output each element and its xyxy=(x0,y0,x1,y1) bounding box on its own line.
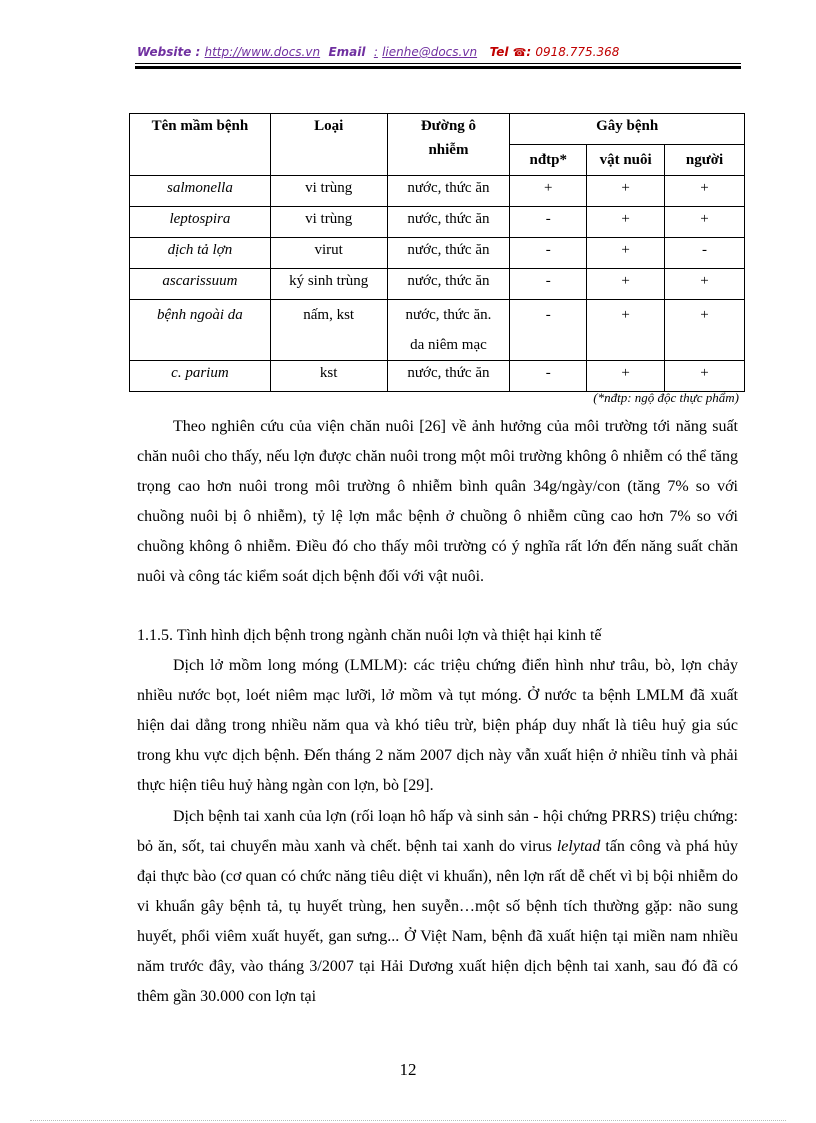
phone-number: 0918.775.368 xyxy=(535,45,620,59)
cell-type: ký sinh trùng xyxy=(270,269,387,300)
cell-route-line1: nước, thức ăn. xyxy=(405,307,492,323)
cell-ndtp: + xyxy=(510,176,587,207)
cell-name: leptospira xyxy=(130,207,271,238)
cell-human: + xyxy=(665,176,745,207)
page-header xyxy=(137,45,619,59)
cell-human: + xyxy=(665,207,745,238)
pathogen-table xyxy=(129,113,745,392)
header-disease-group: Gây bệnh xyxy=(510,114,745,145)
cell-name: dịch tả lợn xyxy=(130,238,271,269)
cell-livestock: + xyxy=(587,361,665,392)
cell-ndtp: - xyxy=(510,361,587,392)
email-label: Email xyxy=(328,45,366,59)
header-pathogen: Tên mầm bệnh xyxy=(130,114,271,176)
header-route-line2: nhiễm xyxy=(428,142,469,158)
table-row xyxy=(130,300,745,361)
table-row xyxy=(130,238,745,269)
table-row xyxy=(130,269,745,300)
paragraph-prrs xyxy=(137,802,738,1012)
table-row xyxy=(130,361,745,392)
paragraph-fmd-text: Dịch lở mồm long móng (LMLM): các triệu chứng điển hình như trâu, bò, lợn chảy nhiều nước bọt, loét niêm mạc lưỡi, lở mồm và tụt móng. Ở nước ta bệnh LMLM đã xuất hiện dai dẳng trong nhiều năm qua và khó tiêu trừ, biện pháp duy nhất là tiêu huỷ gia súc trong khu vực dịch bệnh. Đến tháng 2 năm 2007 dịch này vẫn xuất hiện ở nhiều tỉnh và phải thực hiện tiêu huỷ hàng ngàn con lợn, bò [29]. xyxy=(137,657,738,794)
cell-livestock: + xyxy=(587,176,665,207)
header-livestock: vật nuôi xyxy=(587,145,665,176)
header-rule-thin xyxy=(135,63,741,64)
cell-name: ascarissuum xyxy=(130,269,271,300)
cell-human: + xyxy=(665,269,745,300)
page-number: 12 xyxy=(399,1060,417,1079)
cell-ndtp: - xyxy=(510,207,587,238)
header-human: người xyxy=(665,145,745,176)
cell-livestock: + xyxy=(587,300,665,361)
cell-human: - xyxy=(665,238,745,269)
table-row xyxy=(130,207,745,238)
header-route-line1: Đường ô xyxy=(420,118,477,134)
cell-name: c. parium xyxy=(130,361,271,392)
cell-human: + xyxy=(665,361,745,392)
cell-name: salmonella xyxy=(130,176,271,207)
cell-livestock: + xyxy=(587,207,665,238)
paragraph-research xyxy=(137,412,738,592)
cell-type: virut xyxy=(270,238,387,269)
cell-type: kst xyxy=(270,361,387,392)
cell-ndtp: - xyxy=(510,238,587,269)
cell-livestock: + xyxy=(587,238,665,269)
cell-type: nấm, kst xyxy=(270,300,387,361)
paragraph-prrs-text-b: tấn công và phá hủy đại thực bào (cơ quan có chức năng tiêu diệt vi khuẩn), nên lợn rất dễ chết vì bị bội nhiễm do vi khuẩn gây bệnh tả, tụ huyết trùng, hen suyễn…một số bệnh tích thường gặp: não sung huyết, phổi viêm xuất huyết, gan sưng... Ở Việt Nam, bệnh đã xuất hiện tại miền nam nhiều năm trước đây, vào tháng 3/2007 tại Hải Dương xuất hiện dịch bệnh tai xanh, sau đó đã có thêm gần 30.000 con lợn tại xyxy=(137,838,739,1005)
phone-icon: ☎ xyxy=(512,46,527,59)
header-route xyxy=(387,114,510,176)
paragraph-fmd xyxy=(137,651,738,801)
email-sep: : xyxy=(373,45,378,59)
paragraph-research-text: Theo nghiên cứu của viện chăn nuôi [26] về ảnh hưởng của môi trường tới năng suất chăn nuôi cho thấy, nếu lợn được chăn nuôi trong một môi trường không ô nhiễm có thể tăng trọng cao hơn nuôi trong môi trường ô nhiễm bình quân 34g/ngày/con (tăng 7% so với chuồng nuôi bị ô nhiễm), tỷ lệ lợn mắc bệnh ở chuồng ô nhiễm cũng cao hơn 7% so với chuồng không ô nhiễm. Điều đó cho thấy môi trường có ý nghĩa rất lớn đến năng suất chăn nuôi và công tác kiểm soát dịch bệnh đối với vật nuôi. xyxy=(137,418,738,585)
phone-sep: : xyxy=(526,45,532,59)
cell-route: nước, thức ăn xyxy=(387,176,510,207)
cell-route: nước, thức ăn xyxy=(387,238,510,269)
header-ndtp: nđtp* xyxy=(510,145,587,176)
website-link[interactable]: http://www.docs.vn xyxy=(204,45,321,59)
cell-route xyxy=(387,300,510,361)
cell-route: nước, thức ăn xyxy=(387,207,510,238)
table-footnote: (*nđtp: ngộ độc thực phẩm) xyxy=(593,390,739,405)
cell-type: vi trùng xyxy=(270,207,387,238)
cell-ndtp: - xyxy=(510,300,587,361)
cell-route-line2: da niêm mạc xyxy=(410,337,487,353)
section-heading: 1.1.5. Tình hình dịch bệnh trong ngành chăn nuôi lợn và thiệt hại kinh tế xyxy=(137,627,602,644)
cell-route: nước, thức ăn xyxy=(387,269,510,300)
cell-livestock: + xyxy=(587,269,665,300)
virus-name: lelytad xyxy=(556,838,601,855)
table-row xyxy=(130,176,745,207)
header-rule-thick xyxy=(135,66,741,69)
cell-type: vi trùng xyxy=(270,176,387,207)
cell-human: + xyxy=(665,300,745,361)
header-type: Loại xyxy=(270,114,387,176)
paragraph-prrs-text-a: Dịch bệnh tai xanh của lợn (rối loạn hô hấp và sinh sản - hội chứng PRRS) triệu chứng: bỏ ăn, sốt, tai chuyển màu xanh và chết. bệnh tai xanh do virus xyxy=(137,808,738,855)
email-link[interactable]: lienhe@docs.vn xyxy=(382,45,478,59)
cell-name: bệnh ngoài da xyxy=(130,300,271,361)
tel-label: Tel xyxy=(489,45,509,59)
page-bottom-rule xyxy=(30,1120,786,1121)
cell-ndtp: - xyxy=(510,269,587,300)
cell-route: nước, thức ăn xyxy=(387,361,510,392)
website-label: Website : xyxy=(137,45,201,59)
